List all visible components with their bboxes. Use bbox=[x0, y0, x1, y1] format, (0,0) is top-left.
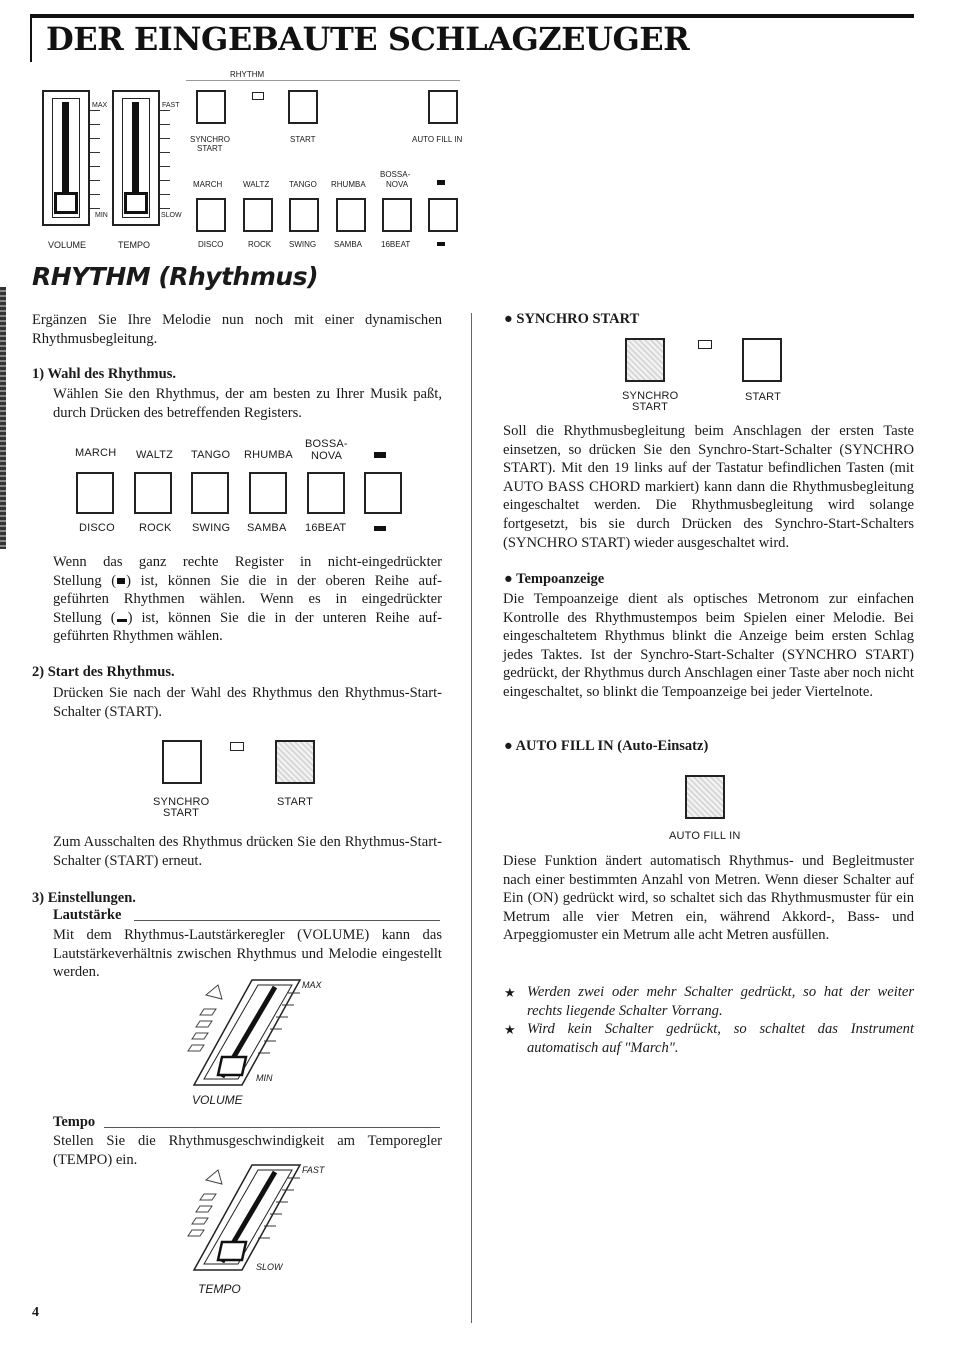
intro-text: Ergänzen Sie Ihre Melodie nun noch mit einer dynamischen Rhythmusbegleitung. bbox=[32, 312, 442, 347]
sel-bossa-label: BOSSA- bbox=[305, 438, 348, 450]
title-left-bar bbox=[30, 14, 32, 62]
tempo-slider[interactable] bbox=[112, 90, 160, 226]
top-rule bbox=[30, 14, 914, 18]
panel-waltz-label: WALTZ bbox=[243, 180, 270, 189]
sel-rhythm-switch-5[interactable] bbox=[307, 472, 345, 514]
up-position-icon bbox=[117, 578, 125, 584]
sel-rhythm-switch-3[interactable] bbox=[191, 472, 229, 514]
panel-nova-label: NOVA bbox=[386, 180, 409, 189]
panel-start-label: START bbox=[290, 135, 316, 144]
start-fig-synchro-switch[interactable] bbox=[162, 740, 202, 784]
sel-rhumba-label: RHUMBA bbox=[244, 449, 293, 461]
sel-disco-label: DISCO bbox=[79, 522, 115, 534]
note-1-star-icon: ★ bbox=[504, 985, 516, 1000]
volume-slider[interactable] bbox=[42, 90, 90, 226]
panel-max-label: MAX bbox=[92, 102, 108, 109]
auto-fill-text: Diese Funktion ändert automatisch Rhythmus- und Begleitmuster nach einer bestimmten Anzahl von Metren. Wenn dieser Schalter auf Ein (ON) gedrückt wird, so schaltet sich das Rhythmusmuster für ein Metrum alle vier Metren ein, während Akkord-, Bass- und Arpeggiomuster ein Metrum alle acht Metren ausfüllen. bbox=[503, 853, 914, 944]
panel-up-mark-icon bbox=[437, 180, 445, 185]
panel-volume-label: VOLUME bbox=[48, 240, 87, 250]
panel-rhythm-switch-4[interactable] bbox=[336, 198, 366, 232]
sel-up-mark-icon bbox=[374, 452, 386, 458]
panel-fast-label: FAST bbox=[162, 102, 180, 109]
sync-fig-synchro-label: SYNCHRO bbox=[622, 390, 679, 402]
volume-subheading: Lautstärke bbox=[53, 907, 122, 923]
panel-rhythm-switch-5[interactable] bbox=[382, 198, 412, 232]
tempo-ticks bbox=[160, 110, 170, 210]
panel-synchro-start-switch[interactable] bbox=[196, 90, 226, 124]
auto-fill-fig-switch[interactable] bbox=[685, 775, 725, 819]
panel-rhythm-rule bbox=[186, 80, 460, 81]
sel-samba-label: SAMBA bbox=[247, 522, 287, 534]
sync-fig-start-switch[interactable] bbox=[742, 338, 782, 382]
auto-fill-fig-label: AUTO FILL IN bbox=[669, 830, 741, 842]
section-2-heading: 2) Start des Rhythmus. bbox=[32, 664, 175, 680]
section-2-text-2: Zum Ausschalten des Rhythmus drücken Sie den Rhythmus-Start-Schalter (START) erneut. bbox=[53, 834, 442, 869]
tempo-fig-fast-label: FAST bbox=[302, 1165, 325, 1175]
panel-16beat-label: 16BEAT bbox=[381, 240, 411, 249]
panel-start-switch[interactable] bbox=[288, 90, 318, 124]
panel-rhythm-switch-3[interactable] bbox=[289, 198, 319, 232]
down-position-icon bbox=[117, 619, 127, 622]
sel-waltz-label: WALTZ bbox=[136, 449, 174, 461]
note-2-star-icon: ★ bbox=[504, 1022, 516, 1037]
sync-fig-start-label: START bbox=[745, 391, 782, 403]
panel-disco-label: DISCO bbox=[198, 240, 224, 249]
panel-samba-label: SAMBA bbox=[334, 240, 363, 249]
volume-slider-knob[interactable] bbox=[54, 192, 78, 214]
start-fig-start-label: START bbox=[277, 796, 314, 808]
panel-tempo-led bbox=[252, 92, 264, 100]
panel-rock-label: ROCK bbox=[248, 240, 272, 249]
section-1-text-2 bbox=[53, 553, 442, 646]
sel-rhythm-switch-2[interactable] bbox=[134, 472, 172, 514]
sel-down-mark-icon bbox=[374, 526, 386, 531]
page-title: DER EINGEBAUTE SCHLAGZEUGER bbox=[46, 20, 690, 58]
section-2-text: Drücken Sie nach der Wahl des Rhythmus den Rhythmus-Start-Schalter (START). bbox=[53, 685, 442, 720]
tempo-indicator-heading: ● Tempoanzeige bbox=[504, 571, 605, 587]
tempo-fig-slow-label: SLOW bbox=[256, 1262, 283, 1272]
tempo-subheading: Tempo bbox=[53, 1114, 96, 1130]
volume-text: Mit dem Rhythmus-Lautstärkeregler (VOLUME) kann das Lautstärkeverhältnis zwischen Rhythmus und Melodie eingestellt werden. bbox=[53, 927, 442, 981]
tempo-slider-knob[interactable] bbox=[124, 192, 148, 214]
sel-nova-label: NOVA bbox=[311, 450, 343, 462]
volume-ticks bbox=[90, 110, 100, 210]
panel-synchro-label: SYNCHRO bbox=[190, 135, 231, 144]
volume-fig-max-label: MAX bbox=[302, 980, 322, 990]
tempo-text: Stellen Sie die Rhythmusgeschwindigkeit am Temporegler (TEMPO) ein. bbox=[53, 1133, 442, 1168]
panel-rhumba-label: RHUMBA bbox=[331, 180, 366, 189]
sel-rhythm-switch-1[interactable] bbox=[76, 472, 114, 514]
auto-fill-heading: ● AUTO FILL IN (Auto-Einsatz) bbox=[504, 738, 709, 754]
sel-text-line-5: geführten Rhythmen wählen. bbox=[53, 628, 223, 645]
sel-16beat-label: 16BEAT bbox=[305, 522, 347, 534]
start-fig-synchro-label: SYNCHRO bbox=[153, 796, 210, 808]
page-number: 4 bbox=[32, 1305, 39, 1320]
note-1-text: Werden zwei oder mehr Schalter gedrückt, so hat der weiter rechts liegende Schalter Vorrang. bbox=[527, 984, 914, 1019]
panel-swing-label: SWING bbox=[289, 240, 317, 249]
section-3-heading: 3) Einstellungen. bbox=[32, 890, 136, 906]
section-title: RHYTHM (Rhythmus) bbox=[32, 262, 319, 291]
panel-rhythm-switch-1[interactable] bbox=[196, 198, 226, 232]
section-1-heading: 1) Wahl des Rhythmus. bbox=[32, 366, 176, 382]
synchro-text: Soll die Rhythmusbegleitung beim Anschlagen der ersten Taste einsetzen, so drücken Sie den Synchro-Start-Schalter (SYNCHRO START). Mit den 19 links auf der Tastatur befindlichen Tasten (mit AUTO BASS CHORD markiert) kann dann die Rhythmusbegleitung eingeschaltet werden. Die Rhythmusbegleitung wird solange fortgesetzt, bis sie durch Drücken des Synchro-Start-Schalters (SYNCHRO START) wieder ausgeschaltet wird. bbox=[503, 423, 914, 551]
panel-tempo-label: TEMPO bbox=[118, 240, 151, 250]
start-fig-start-switch[interactable] bbox=[275, 740, 315, 784]
tempo-subheading-rule bbox=[104, 1127, 440, 1128]
sel-march-label: MARCH bbox=[75, 447, 117, 459]
panel-march-label: MARCH bbox=[193, 180, 223, 189]
panel-tango-label: TANGO bbox=[289, 180, 317, 189]
panel-min-label: MIN bbox=[95, 212, 108, 219]
panel-synchro-start-label: START bbox=[197, 144, 223, 153]
column-divider bbox=[471, 313, 472, 1323]
volume-fig-min-label: MIN bbox=[256, 1073, 273, 1083]
sync-fig-synchro-start-label: START bbox=[632, 401, 669, 413]
panel-rhythm-switch-6[interactable] bbox=[428, 198, 458, 232]
sel-rhythm-switch-4[interactable] bbox=[249, 472, 287, 514]
sync-fig-synchro-switch[interactable] bbox=[625, 338, 665, 382]
panel-down-mark-icon bbox=[437, 242, 445, 246]
sel-text-line-2: Stellung ( ) ist, können Sie die in der oberen Reihe auf- bbox=[53, 572, 442, 589]
panel-bossa-label: BOSSA- bbox=[380, 170, 411, 179]
synchro-heading: ● SYNCHRO START bbox=[504, 311, 640, 327]
sel-swing-label: SWING bbox=[192, 522, 231, 534]
sel-rhythm-switch-6[interactable] bbox=[364, 472, 402, 514]
sel-text-line-3: geführten Rhythmen wählen. Wenn es in eingedrückter bbox=[53, 591, 442, 608]
start-fig-synchro-start-label: START bbox=[163, 807, 200, 819]
volume-fig-label: VOLUME bbox=[192, 1093, 243, 1107]
tempo-fig-label: TEMPO bbox=[198, 1282, 241, 1296]
binding-edge-mark bbox=[0, 287, 6, 549]
panel-slow-label: SLOW bbox=[161, 212, 182, 219]
sync-fig-led bbox=[698, 340, 712, 349]
panel-auto-fill-switch[interactable] bbox=[428, 90, 458, 124]
panel-rhythm-switch-2[interactable] bbox=[243, 198, 273, 232]
sel-text-line-4: Stellung ( ) ist, können Sie die in der unteren Reihe auf- bbox=[53, 609, 442, 626]
tempo-indicator-text: Die Tempoanzeige dient als optisches Metronom zur einfachen Kontrolle des Rhythmustempos beim Spielen einer Melodie. Bei eingeschaltetem Rhythmus blinkt die Anzeige beim ersten Schlag jedes Taktes. Ist der Synchro-Start-Schalter (SYNCHRO START) gedrückt, der Rhythmus durch Anschlagen einer Taste aber noch nicht eingeschaltet, so blinkt die Tempoanzeige bei jeder Viertelnote. bbox=[503, 591, 914, 700]
sel-rock-label: ROCK bbox=[139, 522, 172, 534]
section-1-text: Wählen Sie den Rhythmus, der am besten zu Ihrer Musik paßt, durch Drücken des betreffenden Registers. bbox=[53, 386, 442, 421]
start-fig-led bbox=[230, 742, 244, 751]
volume-subheading-rule bbox=[134, 920, 440, 921]
sel-text-line-1: Wenn das ganz rechte Register in nicht-eingedrückter bbox=[53, 554, 442, 570]
panel-rhythm-label: RHYTHM bbox=[230, 70, 265, 79]
panel-auto-fill-label: AUTO FILL IN bbox=[412, 135, 463, 144]
sel-tango-label: TANGO bbox=[191, 449, 231, 461]
note-2-text: Wird kein Schalter gedrückt, so schaltet das Instrument automatisch auf "March". bbox=[527, 1021, 914, 1056]
